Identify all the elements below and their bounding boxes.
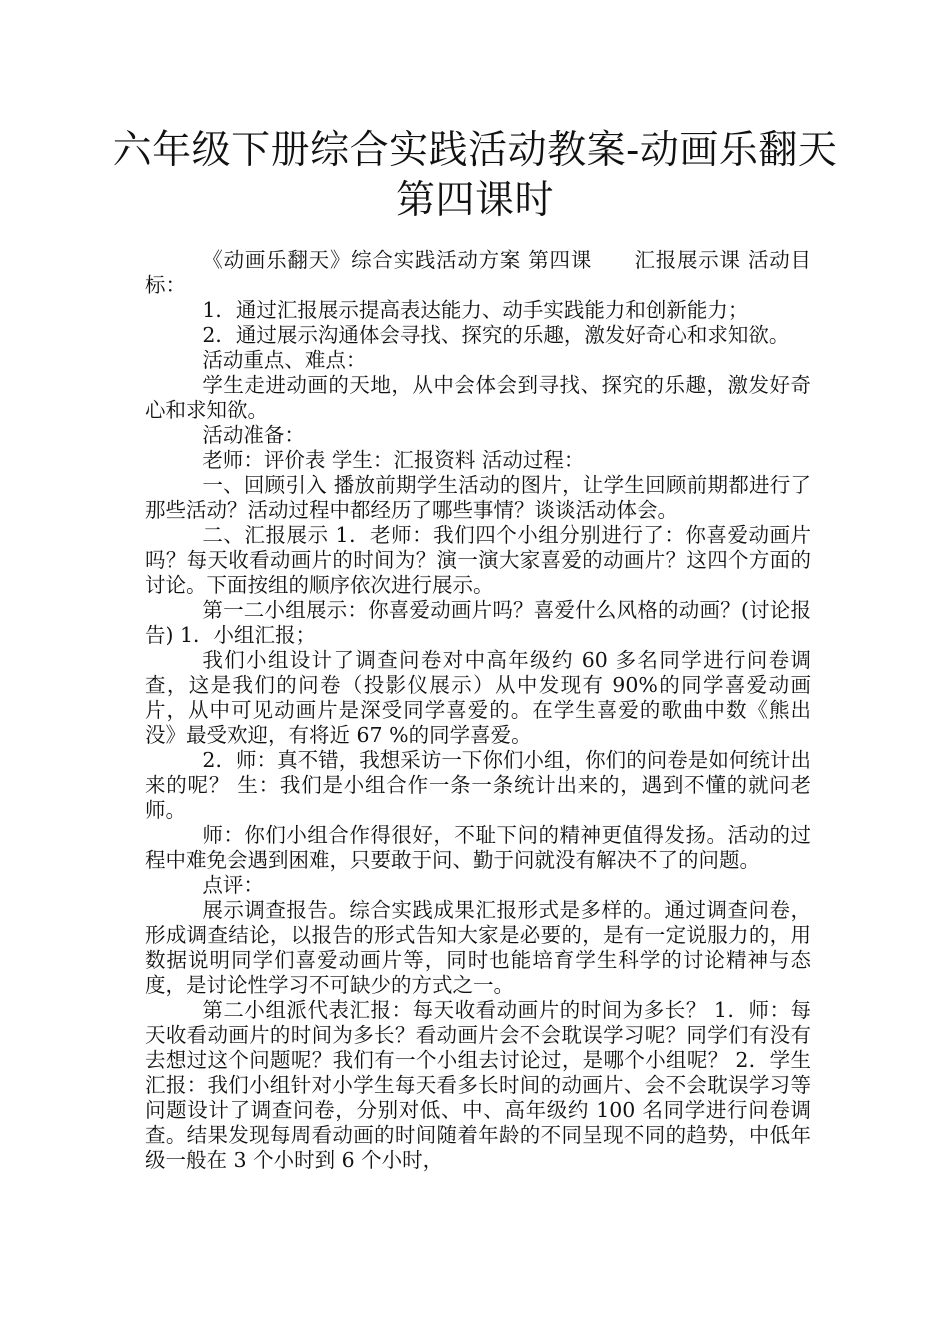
paragraph-preparation-heading: 活动准备：	[202, 423, 305, 447]
paragraph-interview: 2．师：真不错，我想采访一下你们小组，你们的问卷是如何统计出来的呢？ 生：我们是小组合作一条一条统计出来的，遇到不懂的就问老师。	[145, 748, 811, 822]
paragraph-key-points-heading: 活动重点、难点：	[202, 348, 367, 372]
paragraph-survey-results: 我们小组设计了调查问卷对中高年级约 60 多名同学进行问卷调查，这是我们的问卷（投影仪展示）从中发现有 90%的同学喜爱动画片，从中可见动画片是深受同学喜爱的。在学生喜爱的歌曲中数《熊出没》最受欢迎，有将近 67 %的同学喜爱。	[145, 648, 811, 747]
paragraph-key-points: 学生走进动画的天地，从中会体会到寻找、探究的乐趣，激发好奇心和求知欲。	[145, 373, 811, 422]
paragraph-review: 一、回顾引入 播放前期学生活动的图片，让学生回顾前期都进行了那些活动？活动过程中都经历了哪些事情？谈谈活动体会。	[145, 473, 811, 522]
paragraph-review-heading: 点评：	[202, 873, 264, 897]
paragraph-review-text: 展示调查报告。综合实践成果汇报形式是多样的。通过调查问卷，形成调查结论，以报告的形式告知大家是必要的，是有一定说服力的，用数据说明同学们喜爱动画片等，同时也能培育学生科学的讨论精神与态度，是讨论性学习不可缺少的方式之一。	[145, 898, 811, 997]
paragraph-report-intro: 二、汇报展示 1．老师：我们四个小组分别进行了：你喜爱动画片吗？每天收看动画片的时间为？演一演大家喜爱的动画片？这四个方面的讨论。下面按组的顺序依次进行展示。	[145, 523, 811, 597]
paragraph-goal-2: 2．通过展示沟通体会寻找、探究的乐趣，激发好奇心和求知欲。	[202, 323, 790, 347]
paragraph-group-1-2: 第一二小组展示：你喜爱动画片吗？喜爱什么风格的动画？(讨论报告) 1．小组汇报；	[145, 598, 811, 647]
document-title	[60, 126, 890, 226]
paragraph-teacher-comment: 师：你们小组合作得很好，不耻下问的精神更值得发扬。活动的过程中难免会遇到困难，只要敢于问、勤于问就没有解决不了的问题。	[145, 823, 811, 872]
paragraph-plan-heading: 《动画乐翻天》综合实践活动方案 第四课 汇报展示课 活动目标：	[145, 248, 811, 297]
title-line-2: 第四课时	[395, 178, 554, 223]
paragraph-preparation: 老师：评价表 学生：汇报资料 活动过程：	[202, 448, 585, 472]
title-line-1: 六年级下册综合实践活动教案-动画乐翻天	[112, 128, 838, 173]
paragraph-goal-1: 1．通过汇报展示提高表达能力、动手实践能力和创新能力；	[202, 298, 749, 322]
document-body	[145, 248, 811, 1173]
paragraph-group-2: 第二小组派代表汇报：每天收看动画片的时间为多长？ 1．师：每天收看动画片的时间为多长？看动画片会不会耽误学习呢？同学们有没有去想过这个问题呢？我们有一个小组去讨论过，是哪个小组呢？ 2．学生汇报：我们小组针对小学生每天看多长时间的动画片、会不会耽误学习等问题设计了调查问卷，分别对低、中、高年级约 100 名同学进行问卷调查。结果发现每周看动画的时间随着年龄的不同呈现不同的趋势，中低年级一般在 3 个小时到 6 个小时，	[145, 998, 811, 1172]
